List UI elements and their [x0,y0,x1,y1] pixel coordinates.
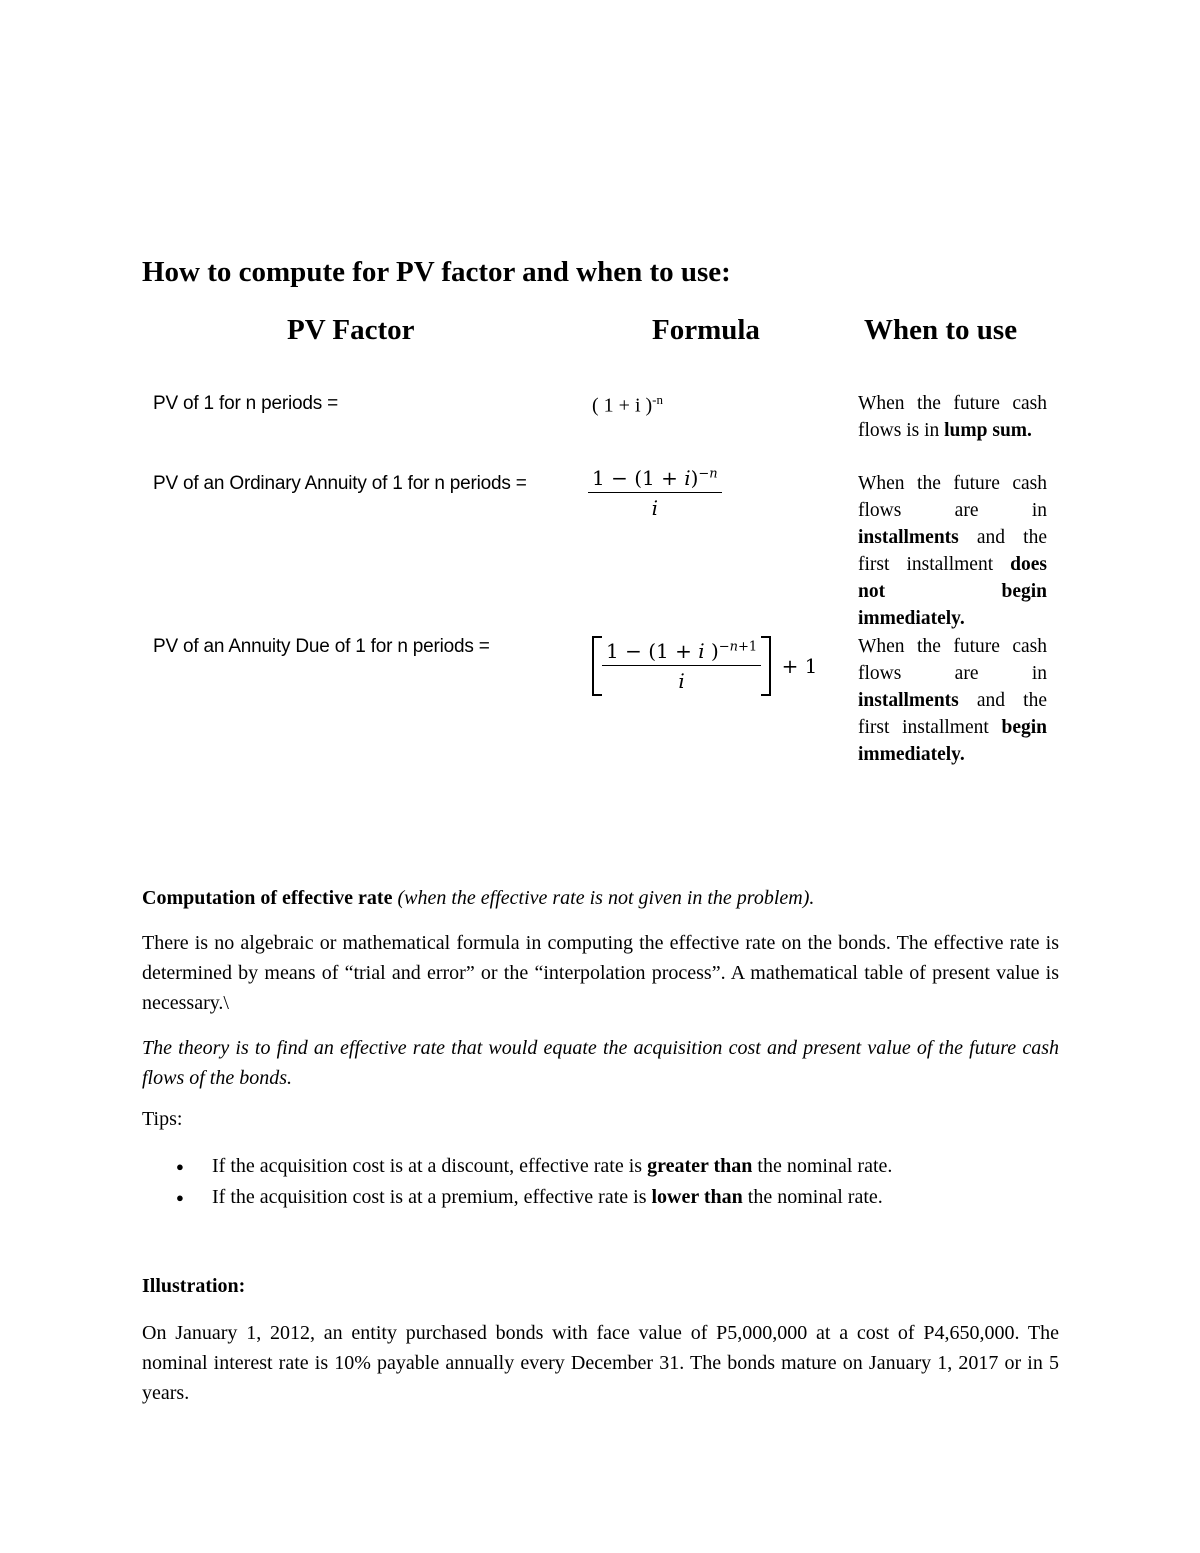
formula-exponent: -n [652,392,663,407]
when-to-use-annuity-due [858,633,1047,768]
illustration-title: Illustration: [142,1275,246,1297]
effective-rate-theory: The theory is to find an effective rate that would equate the acquisition cost and present value of the future cash flows of the bonds. [142,1037,1059,1089]
list-item [142,1151,892,1182]
row-label-pv-of-1: PV of 1 for n periods = [153,393,338,414]
when-text: When the future cash flows are in [858,473,1047,521]
tip-text: If the acquisition cost is at a premium, effective rate is [212,1186,652,1208]
tip-emphasis: greater than [647,1155,753,1177]
numerator-exponent: −𝑛+1 [718,639,758,655]
fraction [602,639,761,693]
list-item [142,1182,892,1213]
row-label-ordinary-annuity: PV of an Ordinary Annuity of 1 for n periods = [153,473,527,494]
when-emphasis-2: does not begin immediately. [858,554,1047,629]
left-bracket [592,636,602,696]
formula-base: ( 1 + i ) [592,394,653,417]
numerator-exponent: −𝑛 [698,466,718,482]
when-emphasis: installments [858,690,959,711]
when-to-use-pv-of-1 [858,390,1047,444]
column-header-pv-factor: PV Factor [287,314,415,346]
fraction-denominator: 𝑖 [588,492,722,520]
effective-rate-heading [142,883,1059,913]
fraction-numerator [588,466,722,492]
column-header-formula: Formula [652,314,760,346]
effective-rate-title: Computation of effective rate [142,887,393,909]
when-to-use-ordinary-annuity [858,470,1047,632]
column-header-when-to-use: When to use [864,314,1018,346]
when-text-mid: and the first installment [858,527,1047,575]
tip-emphasis: lower than [651,1186,743,1208]
tips-label: Tips: [142,1108,183,1130]
fraction-denominator: 𝑖 [602,665,761,693]
right-bracket [761,636,771,696]
when-text-mid: and the first installment [858,690,1047,738]
numerator-base: 1 − (1 + 𝑖) [592,466,699,490]
formula-ordinary-annuity [588,466,722,520]
effective-rate-note: (when the effective rate is not given in the problem). [392,887,815,909]
when-text: When the future cash flows are in [858,636,1047,684]
when-emphasis: installments [858,527,959,548]
fraction-numerator [602,639,761,665]
page-title: How to compute for PV factor and when to use: [142,256,731,288]
effective-rate-paragraph: There is no algebraic or mathematical formula in computing the effective rate on the bonds. The effective rate is determined by means of “trial and error” or the “interpolation process”. A mathematical table of present value is necessary.\ [142,932,1059,1014]
tip-text-end: the nominal rate. [752,1155,893,1177]
row-label-annuity-due: PV of an Annuity Due of 1 for n periods = [153,636,490,657]
tips-list [142,1151,892,1213]
formula-annuity-due [592,636,817,696]
tip-text-end: the nominal rate. [742,1186,883,1208]
when-emphasis-2: begin immediately. [858,717,1047,765]
numerator-base: 1 − (1 + 𝑖 ) [606,639,719,663]
tip-text: If the acquisition cost is at a discount, effective rate is [212,1155,648,1177]
illustration-text: On January 1, 2012, an entity purchased bonds with face value of P5,000,000 at a cost of P4,650,000. The nominal interest rate is 10% payable annually every December 31. The bonds mature on January 1, 2017 or in 5 years. [142,1322,1059,1404]
when-text: When the future cash flows is in [858,393,1047,441]
fraction [588,466,722,520]
formula-pv-of-1 [592,392,663,418]
formula-tail: + 1 [781,654,818,678]
when-emphasis: lump sum. [944,420,1032,441]
